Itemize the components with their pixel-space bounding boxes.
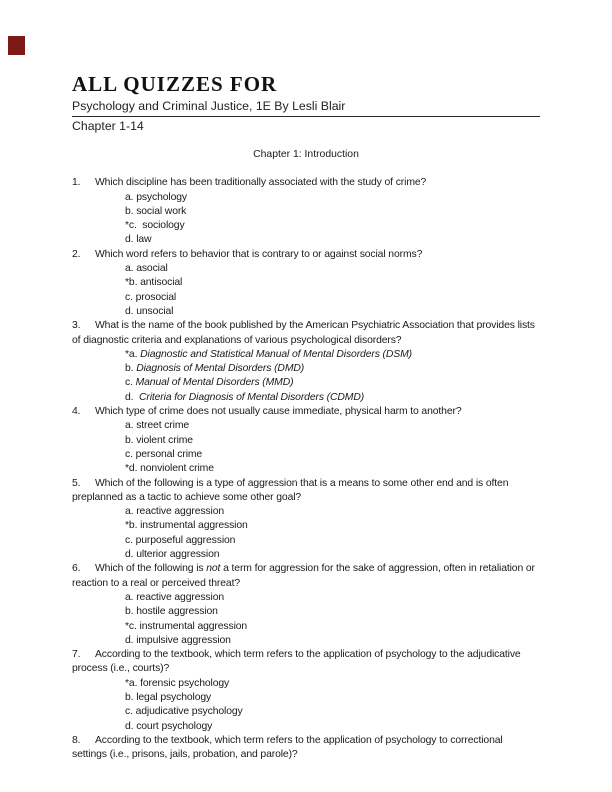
text-segment: b. social work: [125, 205, 187, 217]
answer-option: [125, 720, 540, 734]
chapter-range: Chapter 1-14: [72, 119, 144, 133]
text-segment: d. unsocial: [125, 305, 174, 317]
question-number: 3.: [72, 320, 81, 332]
question: [72, 319, 540, 405]
text-segment: Which of the following is a type of aggression that is a means to some other end and is often preplanned as a tactic to achieve some other goal?: [72, 477, 509, 503]
text-segment: b. hostile aggression: [125, 606, 218, 618]
question-number: 7.: [72, 649, 81, 661]
text-segment: What is the name of the book published by the American Psychiatric Association that provides lists of diagnostic criteria and explanations of various psychological disorders?: [72, 320, 535, 346]
text-segment: *b. antisocial: [125, 277, 183, 289]
text-segment: d. impulsive aggression: [125, 634, 231, 646]
question: [72, 477, 540, 563]
text-segment: c. prosocial: [125, 291, 177, 303]
question-number: 8.: [72, 734, 81, 746]
question-text: [72, 319, 540, 348]
question-number: 6.: [72, 563, 81, 575]
text-segment: d. ulterior aggression: [125, 549, 220, 561]
answer-option: [125, 205, 540, 219]
answer-option: [125, 419, 540, 433]
question-text: [72, 562, 540, 591]
answer-option: [125, 620, 540, 634]
text-segment: Which word refers to behavior that is contrary to or against social norms?: [95, 248, 423, 260]
answer-option: [125, 705, 540, 719]
answer-option: [125, 677, 540, 691]
text-segment: a term for aggression for the sake of aggression, often in retaliation or reaction to a real or perceived threat?: [72, 563, 535, 589]
question-text: [72, 405, 540, 419]
question-number: 2.: [72, 248, 81, 260]
answer-option: [125, 519, 540, 533]
question: [72, 648, 540, 734]
text-segment: *a.: [125, 348, 141, 360]
annotation-stamp[interactable]: [8, 36, 25, 55]
answer-option: [125, 434, 540, 448]
text-segment: c. adjudicative psychology: [125, 706, 243, 718]
text-segment: a. reactive aggression: [125, 506, 225, 518]
document-title: ALL QUIZZES FOR: [72, 72, 278, 96]
document-subtitle: Psychology and Criminal Justice, 1E By Lesli Blair: [72, 99, 540, 117]
italic-text-segment: not: [206, 563, 221, 575]
answer-option: [125, 462, 540, 476]
answer-option: [125, 534, 540, 548]
text-segment: a. psychology: [125, 191, 187, 203]
text-segment: Which type of crime does not usually cause immediate, physical harm to another?: [95, 406, 462, 418]
italic-text-segment: Diagnostic and Statistical Manual of Mental Disorders (DSM): [140, 348, 412, 360]
italic-text-segment: Diagnosis of Mental Disorders (DMD): [136, 363, 305, 375]
text-segment: c. personal crime: [125, 448, 203, 460]
answer-option: [125, 233, 540, 247]
text-segment: b. legal psychology: [125, 691, 212, 703]
question-number: 5.: [72, 477, 81, 489]
answer-option: [125, 305, 540, 319]
text-segment: *c. sociology: [125, 220, 185, 232]
question-text: [72, 176, 540, 190]
text-segment: Which discipline has been traditionally associated with the study of crime?: [95, 177, 427, 189]
question: [72, 248, 540, 319]
answer-option: [125, 291, 540, 305]
answer-option: [125, 391, 540, 405]
text-segment: According to the textbook, which term refers to the application of psychology to correctional settings (i.e., prisons, jails, probation, and parole)?: [72, 734, 503, 761]
text-segment: d. court psychology: [125, 720, 213, 732]
section-heading: Chapter 1: Introduction: [253, 149, 359, 160]
question: [72, 176, 540, 247]
answer-option: [125, 548, 540, 562]
question-text: [72, 648, 540, 677]
answer-option: [125, 362, 540, 376]
text-segment: a. reactive aggression: [125, 591, 225, 603]
answer-option: [125, 376, 540, 390]
text-segment: a. asocial: [125, 263, 168, 275]
question-number: 1.: [72, 177, 81, 189]
question-text: [72, 734, 540, 763]
answer-option: [125, 191, 540, 205]
text-segment: *b. instrumental aggression: [125, 520, 248, 532]
answer-option: [125, 219, 540, 233]
text-segment: b.: [125, 363, 137, 375]
text-segment: d.: [125, 391, 139, 403]
answer-option: [125, 691, 540, 705]
text-segment: *d. nonviolent crime: [125, 463, 214, 475]
text-segment: *c. instrumental aggression: [125, 620, 248, 632]
answer-option: [125, 634, 540, 648]
text-segment: Which of the following is: [95, 563, 207, 575]
text-segment: a. street crime: [125, 420, 190, 432]
question-text: [72, 248, 540, 262]
question: [72, 734, 540, 763]
text-segment: d. law: [125, 234, 152, 246]
text-segment: c. purposeful aggression: [125, 534, 236, 546]
answer-option: [125, 505, 540, 519]
text-segment: b. violent crime: [125, 434, 193, 446]
question: [72, 562, 540, 648]
text-segment: According to the textbook, which term refers to the application of psychology to the adjudicative process (i.e., courts)?: [72, 649, 521, 675]
page-content: [72, 74, 540, 762]
answer-option: [125, 448, 540, 462]
answer-option: [125, 262, 540, 276]
answer-option: [125, 348, 540, 362]
text-segment: *a. forensic psychology: [125, 677, 230, 689]
answer-option: [125, 591, 540, 605]
question-list: [72, 176, 540, 762]
text-segment: c.: [125, 377, 136, 389]
answer-option: [125, 276, 540, 290]
answer-option: [125, 605, 540, 619]
question-text: [72, 477, 540, 506]
question: [72, 405, 540, 476]
italic-text-segment: Manual of Mental Disorders (MMD): [135, 377, 294, 389]
italic-text-segment: Criteria for Diagnosis of Mental Disorders (CDMD): [138, 391, 365, 403]
question-number: 4.: [72, 406, 81, 418]
